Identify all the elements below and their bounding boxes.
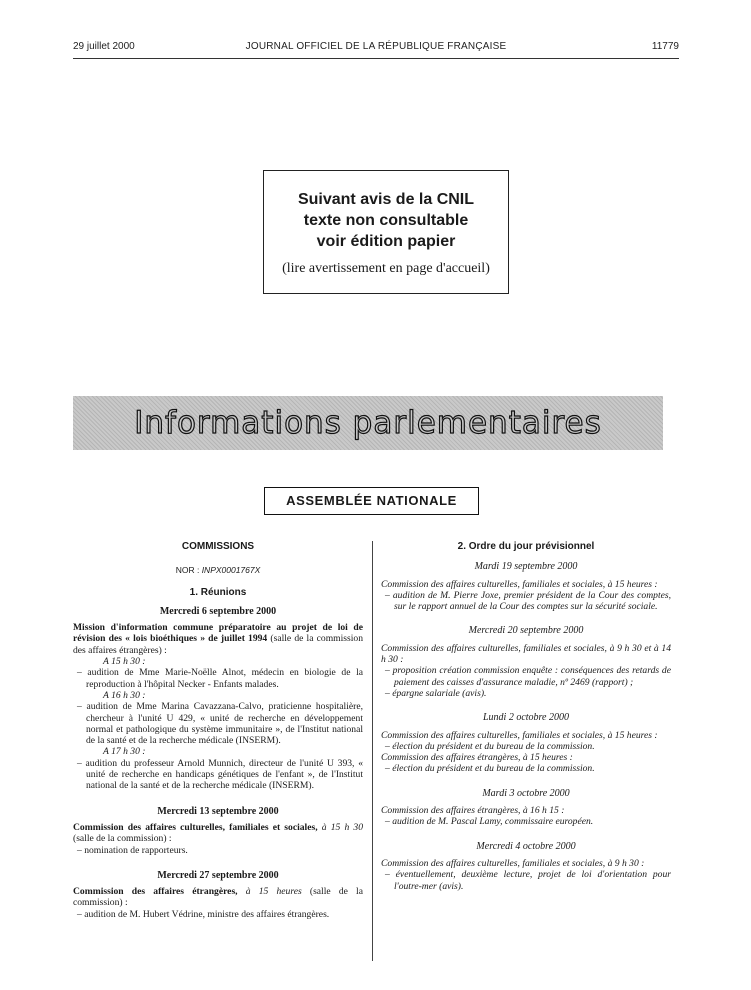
agenda-item: – audition de Mme Marie-Noëlle Alnot, médecin en biologie de la reproduction à l'hôpital Necker - Enfants malades. (77, 667, 363, 690)
commission-line: Commission des affaires étrangères, à 16 h 15 : (381, 805, 565, 817)
commission-name: Commission des affaires étrangères, (73, 886, 238, 898)
agenda-date: Lundi 2 octobre 2000 (482, 712, 569, 724)
time-slot: A 15 h 30 : (103, 656, 146, 668)
time-slot: A 16 h 30 : (103, 689, 146, 701)
agenda-item: – audition de Mme Marina Cavazzana-Calvo, praticienne hospitalière, chercheur à l'unité U 429, « unité de recherche en développement normal et pathologique du système immunitaire », de l'Institut national de la santé et de la recherche médicale (INSERM). (77, 701, 363, 747)
assembly-title: ASSEMBLÉE NATIONALE (286, 493, 457, 508)
section-banner (73, 396, 663, 450)
agenda-date: Mardi 3 octobre 2000 (482, 787, 570, 799)
commission-line: Commission des affaires culturelles, familiales et sociales, à 9 h 30 et à 14 h 30 : (381, 642, 671, 666)
assembly-box (264, 487, 479, 515)
agenda-item: – audition du professeur Arnold Munnich, directeur de l'unité U 393, « unité de recherche en handicaps génétiques de l'enfant », de l'Institut national de la santé et de la recherche médicale (INSERM). (77, 757, 363, 792)
commission-location: (salle de la commission) : (73, 886, 363, 909)
meeting-date: Mercredi 27 septembre 2000 (157, 869, 279, 881)
meeting-date: Mercredi 6 septembre 2000 (159, 605, 277, 617)
nor-label: NOR : (175, 565, 200, 576)
header-rule (73, 58, 679, 59)
agenda-date: Mercredi 4 octobre 2000 (476, 840, 576, 852)
left-column (73, 541, 363, 920)
commissions-heading: COMMISSIONS (181, 541, 255, 552)
commission-time: à 15 h 30 (321, 821, 363, 833)
mission-paragraph (73, 622, 363, 656)
reunions-heading: 1. Réunions (189, 586, 247, 598)
notice-line-2: texte non consultable (303, 212, 469, 229)
notice-line-1: Suivant avis de la CNIL (297, 191, 475, 208)
agenda-item: – éventuellement, deuxième lecture, projet de loi d'orientation pour l'outre-mer (avis). (385, 869, 671, 892)
nor-code: INPX0001767X (201, 565, 261, 576)
ordre-du-jour-heading: 2. Ordre du jour prévisionnel (457, 541, 595, 552)
agenda-date: Mercredi 20 septembre 2000 (468, 625, 584, 637)
page-header (73, 41, 679, 55)
right-column (381, 541, 671, 892)
banner-title: Informations parlementaires (134, 405, 602, 441)
agenda-date: Mardi 19 septembre 2000 (474, 561, 578, 573)
meeting-date: Mercredi 13 septembre 2000 (157, 805, 279, 817)
commission-time: à 15 heures (245, 886, 302, 898)
agenda-item: – épargne salariale (avis). (385, 687, 487, 699)
header-date: 29 juillet 2000 (73, 41, 135, 52)
commission-paragraph (73, 822, 363, 845)
notice-note: (lire avertissement en page d'accueil) (282, 261, 490, 276)
column-divider (372, 541, 373, 961)
commission-line: Commission des affaires étrangères, à 15 heures : (381, 752, 573, 764)
commission-name: Commission des affaires culturelles, familiales et sociales, (73, 821, 318, 833)
agenda-item: – proposition création commission enquête : conséquences des retards de paiement des caisses d'assurance maladie, nº 2469 (rapport) ; (385, 665, 671, 688)
nor-reference (73, 565, 363, 576)
agenda-item: – élection du président et du bureau de la commission. (385, 763, 595, 775)
time-slot: A 17 h 30 : (103, 746, 146, 758)
agenda-item: – audition de M. Pierre Joxe, premier président de la Cour des comptes, sur le rapport annuel de la Cour des comptes sur la sécurité sociale. (385, 589, 671, 613)
page-number: 11779 (651, 41, 679, 52)
commission-line: Commission des affaires culturelles, familiales et sociales, à 15 heures : (381, 578, 658, 590)
agenda-item: – élection du président et du bureau de la commission. (385, 740, 595, 752)
mission-title: Mission d'information commune préparatoire au projet de loi de révision des « lois bioéthiques » de juillet 1994 (73, 622, 363, 645)
cnil-notice-box (263, 170, 509, 294)
journal-title: JOURNAL OFFICIEL DE LA RÉPUBLIQUE FRANÇAISE (245, 41, 507, 52)
agenda-item: – nomination de rapporteurs. (77, 844, 188, 856)
commission-location: (salle de la commission) : (73, 833, 172, 845)
commission-paragraph (73, 886, 363, 909)
notice-line-3: voir édition papier (316, 233, 456, 250)
commission-line: Commission des affaires culturelles, familiales et sociales, à 15 heures : (381, 729, 658, 741)
agenda-item: – audition de M. Pascal Lamy, commissaire européen. (385, 816, 594, 828)
mission-location: (salle de la commission des affaires étrangères) : (73, 633, 364, 656)
agenda-item: – audition de M. Hubert Védrine, ministre des affaires étrangères. (77, 908, 330, 920)
commission-line: Commission des affaires culturelles, familiales et sociales, à 9 h 30 : (381, 857, 645, 869)
